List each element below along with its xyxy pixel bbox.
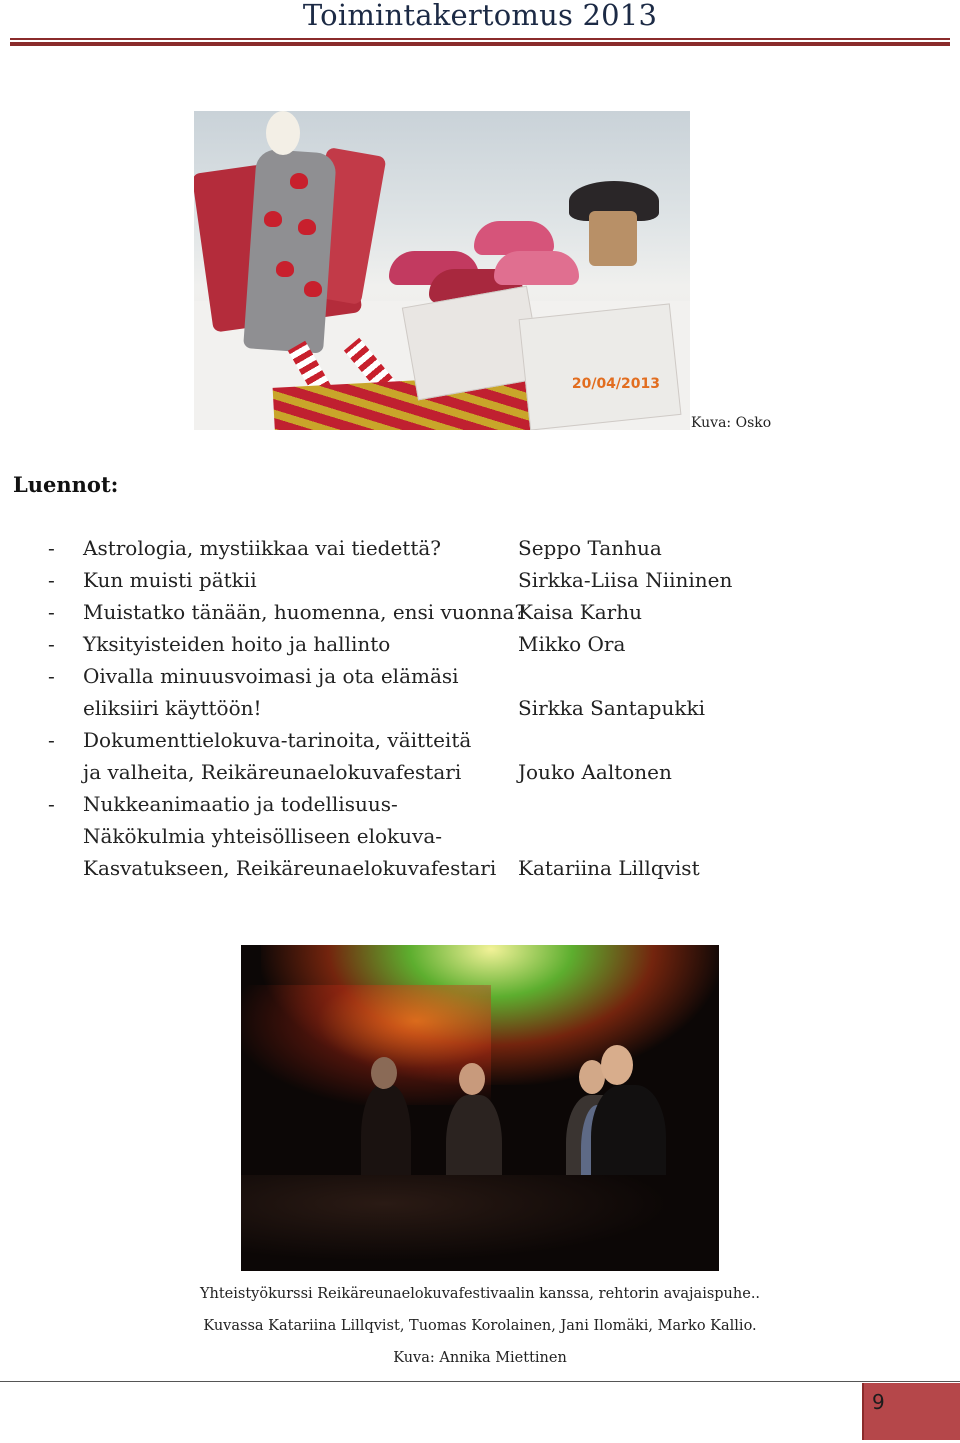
list-item-continuation [0,852,960,884]
list-item-continuation [0,820,960,852]
lecture-speaker: Jouko Aaltonen [518,760,672,784]
list-item [0,724,960,756]
list-item [0,628,960,660]
photo1-credit: Kuva: Osko [691,415,772,431]
lecture-title-line: eliksiiri käyttöön! [83,696,262,720]
lecture-title-line: Dokumenttielokuva-tarinoita, väitteitä [83,728,472,752]
list-bullet: - [48,600,55,624]
photo-heart [304,281,322,297]
photo2-caption: Yhteistyökurssi Reikäreunaelokuvafestivaalin kanssa, rehtorin avajaispuhe.. [199,1286,761,1302]
photo-person-head [601,1045,633,1085]
lecture-speaker: Katariina Lillqvist [518,856,700,880]
page-number: 9 [872,1390,885,1414]
document-header-title: Toimintakertomus 2013 [302,0,658,32]
list-item [0,532,960,564]
section-title-lectures: Luennot: [13,472,119,497]
list-item-continuation [0,692,960,724]
lecture-speaker: Seppo Tanhua [518,536,662,560]
photo2-people: Kuvassa Katariina Lillqvist, Tuomas Korolainen, Jani Ilomäki, Marko Kallio. [203,1318,757,1334]
photo-projector-light-2 [241,985,491,1105]
lecture-title: Kun muisti pätkii [83,568,257,592]
crafts-exhibition-photo [194,111,690,430]
photo-person-head [371,1057,397,1089]
lecture-speaker: Sirkka-Liisa Niininen [518,568,733,592]
list-bullet: - [48,728,55,752]
list-item [0,660,960,692]
lecture-title-line: Nukkeanimaatio ja todellisuus- [83,792,398,816]
photo-doll-head [266,111,300,155]
photo-document-card [519,303,682,430]
festival-opening-photo [241,945,719,1271]
lecture-speaker: Mikko Ora [518,632,626,656]
photo-hat-stand [589,211,637,266]
photo-audience [241,1175,719,1271]
lecture-title-line: ja valheita, Reikäreunaelokuvafestari [83,760,462,784]
lecture-title-line: Näkökulmia yhteisölliseen elokuva- [83,824,442,848]
photo-heart [276,261,294,277]
photo-person-head [459,1063,485,1095]
list-item [0,564,960,596]
photo-heart [264,211,282,227]
lecture-speaker: Kaisa Karhu [518,600,642,624]
photo-slipper [474,221,554,255]
list-item [0,788,960,820]
lecture-title: Astrologia, mystiikkaa vai tiedettä? [83,536,442,560]
list-bullet: - [48,664,55,688]
photo-heart [290,173,308,189]
lecture-speaker: Sirkka Santapukki [518,696,705,720]
lecture-title-line: Kasvatukseen, Reikäreunaelokuvafestari [83,856,497,880]
header-rule-thick [10,42,950,46]
list-item-continuation [0,756,960,788]
photo-slipper [494,251,579,285]
list-bullet: - [48,536,55,560]
photo-date-stamp: 20/04/2013 [571,376,660,392]
photo-heart [298,219,316,235]
photo2-credit: Kuva: Annika Miettinen [393,1350,567,1366]
header-rule-thin [10,38,950,40]
lecture-title-line: Oivalla minuusvoimasi ja ota elämäsi [83,664,459,688]
footer-rule [0,1381,960,1382]
list-bullet: - [48,568,55,592]
lecture-title: Muistatko tänään, huomenna, ensi vuonna? [83,600,526,624]
list-bullet: - [48,792,55,816]
list-item [0,596,960,628]
list-bullet: - [48,632,55,656]
lecture-title: Yksityisteiden hoito ja hallinto [83,632,391,656]
